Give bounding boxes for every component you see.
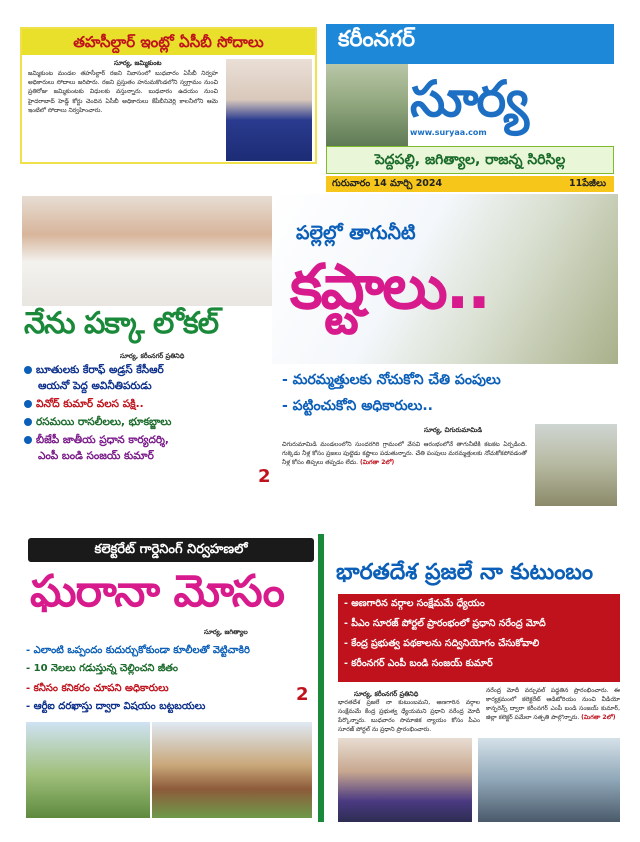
water-byline: సూర్య, చిగురుమామిడి	[424, 426, 483, 434]
family-jump-link[interactable]: (మిగతా 2లో)	[581, 714, 616, 721]
family-bullet: - కరీంనగర్ ఎంపీ బండి సంజయ్ కుమార్	[344, 658, 493, 669]
family-bullets-box	[338, 594, 620, 682]
hero-headline[interactable]: నేను పక్కా లోకల్	[24, 306, 218, 341]
newspaper-logo[interactable]: సూర్య	[410, 70, 528, 128]
fraud-byline: సూర్య, జగిత్యాల	[204, 628, 248, 636]
water-inset-photo	[535, 424, 617, 506]
water-jump-link[interactable]: (మిగతా 2లో)	[359, 459, 395, 466]
family-bullet: - పీఎం సూరజ్ పోర్టల్ ప్రారంభంలో ప్రధాని నరేంద్ర మోదీ	[344, 618, 546, 629]
fraud-bullet: - ఎలాంటి ఒప్పందం కుదుర్చుకోకుండా కూలీలతో వెట్టిచాకిరి	[26, 645, 250, 656]
date-bar	[326, 176, 614, 192]
website-url[interactable]: www.suryaa.com	[410, 128, 487, 137]
family-bullet: - అణగారిన వర్గాల సంక్షేమమే ధ్యేయం	[344, 598, 485, 609]
districts-line: పెద్దపల్లి, జగిత్యాల, రాజన్న సిరిసిల్ల	[326, 146, 614, 174]
fraud-kicker: కలెక్టరేట్ గార్డెనింగ్ నిర్వహణలో	[28, 538, 314, 562]
hero-byline: సూర్య, కరీంనగర్ ప్రతినిధి	[120, 352, 185, 360]
bullet-dot-icon	[24, 436, 32, 444]
hero-jump-page[interactable]: 2	[258, 466, 271, 487]
event-photo	[338, 738, 472, 822]
family-body-col2: నరేంద్ర మోదీ వర్చువల్ పద్ధతిన ప్రారంభించారు. ఈ కార్యక్రమంలో కలెక్టరేట్ ఆడిటోరియం నుంచి వీడియో కాన్ఫరెన్స్ ద్వారా కరీంనగర్ ఎంపీ బండి సంజయ్ కుమార్, జిల్లా కలెక్టర్ పమేలా సత్పతి పాల్గొన్నారు. (మిగతా 2లో)	[486, 687, 620, 721]
fraud-jump-page[interactable]: 2	[296, 684, 309, 705]
water-headline[interactable]: కష్టాలు..	[290, 250, 489, 323]
water-subhead: - పట్టించుకోని అధికారులు..	[282, 398, 433, 414]
fraud-bullet: - 10 నెలలు గడుస్తున్న చెల్లించని జీతం	[26, 663, 178, 674]
fraud-headline[interactable]: ఘరానా మోసం	[30, 566, 284, 617]
fraud-bullet: - కనీసం కనికరం చూపని అధికారులు	[26, 683, 169, 694]
hero-bullet: వినోద్ కుమార్ వలస పక్షి..	[24, 396, 144, 412]
acb-headline: తహసీల్దార్ ఇంట్లో ఏసీబీ సోదాలు	[22, 29, 315, 55]
issue-date: గురువారం 14 మార్చి 2024	[332, 178, 443, 189]
garden-photo	[26, 722, 150, 818]
acb-byline: సూర్య, జమ్మికుంట	[114, 59, 162, 67]
fraud-bullet: - ఆర్టీఐ దరఖాస్తు ద్వారా విషయం బట్టబయలు	[26, 701, 206, 712]
masthead-landscape-photo	[326, 64, 408, 146]
hero-bullet: బీజేపీ జాతీయ ప్రధాన కార్యదర్శి,	[24, 432, 169, 448]
family-bullet: - కేంద్ర ప్రభుత్వ పథకాలను సద్వినియోగం చేసుకోవాలి	[344, 638, 540, 649]
family-byline: సూర్య, కరీంనగర్ ప్రతినిధి	[354, 690, 419, 698]
acb-body-text: జమ్మికుంట మండల తహసీల్దార్ రజని నివాసంలో బుధవారం ఏసీబీ నిర్వహ అధికారులు సోదాలు జరిపారు. రజని ప్రస్తుతం హనుమకొండలోని స్వగ్రామం నుంచి ప్రతిరోజు జమ్మికుంటకు విధులకు వస్తున్నారు. బుధవారం ఉదయం నుంచి హైదరాబాద్ హెడ్డ్ కోర్టు చెందిన ఏసీబీ అధికారులు కేపీబీనివెర్లి కాలనీలోని ఆమె ఇంటిలో సోదాలు నిర్వహించారు.	[28, 70, 218, 114]
politicians-photo	[22, 196, 272, 306]
collectorate-photo	[152, 722, 312, 818]
hero-bullet-cont: ఆయనో పెద్ద అవినీతిపరుడు	[38, 380, 152, 392]
family-body-col1: భారతదేశ ప్రజలే నా కుటుంబమని, అణగారిన వర్గాల సంక్షేమమే కేంద్ర ప్రభుత్వ ధ్యేయమని ప్రధాని నరేంద్ర మోదీ పేర్కొన్నారు. బుధవారం సామాజిక న్యాయం కోసం పీఎం సూరజ్ పోర్టల్ ను ప్రధాని ప్రారంభించారు.	[338, 699, 480, 733]
edition-name: కరీంనగర్	[338, 27, 416, 52]
hero-bullet-cont: ఎంపీ బండి సంజయ్ కుమార్	[38, 450, 154, 462]
family-headline[interactable]: భారతదేశ ప్రజలే నా కుటుంబం	[336, 560, 594, 585]
acb-raid-story[interactable]	[20, 27, 317, 164]
bullet-dot-icon	[24, 418, 32, 426]
bullet-dot-icon	[24, 400, 32, 408]
water-subhead: - మరమ్మత్తులకు నోచుకోని చేతి పంపులు	[282, 372, 501, 388]
video-conference-photo	[478, 738, 620, 822]
hero-bullet: బూతులకు కేరాఫ్ అడ్రస్ కేసీఆర్	[24, 362, 164, 378]
page-count: 11పేజీలు	[569, 178, 606, 189]
masthead-edition-bar	[326, 24, 614, 64]
water-kicker: పల్లెల్లో తాగునీటి	[296, 222, 416, 244]
hero-bullet: రసమయి రాసలీలలు, భూకబ్జాలు	[24, 414, 171, 430]
tahsildar-photo	[226, 59, 312, 161]
bullet-dot-icon	[24, 366, 32, 374]
water-body-text: చిగురుమామిడి మండలంలోని సుందరగిరి గ్రామంలో వేసవి ఆరంభంలోనే తాగునీటికి కటకట ఏర్పడింది. గుక్కెడు నీళ్ల కోసం ప్రజలు పుట్టెడు కష్టాలు పడుతున్నారు. చేతి పంపులు మరమ్మత్తులకు నోచుకోకపోవడంతో నీళ్ల కోసం తిప్పలు తప్పడం లేదు. (మిగతా 2లో)	[282, 441, 527, 466]
